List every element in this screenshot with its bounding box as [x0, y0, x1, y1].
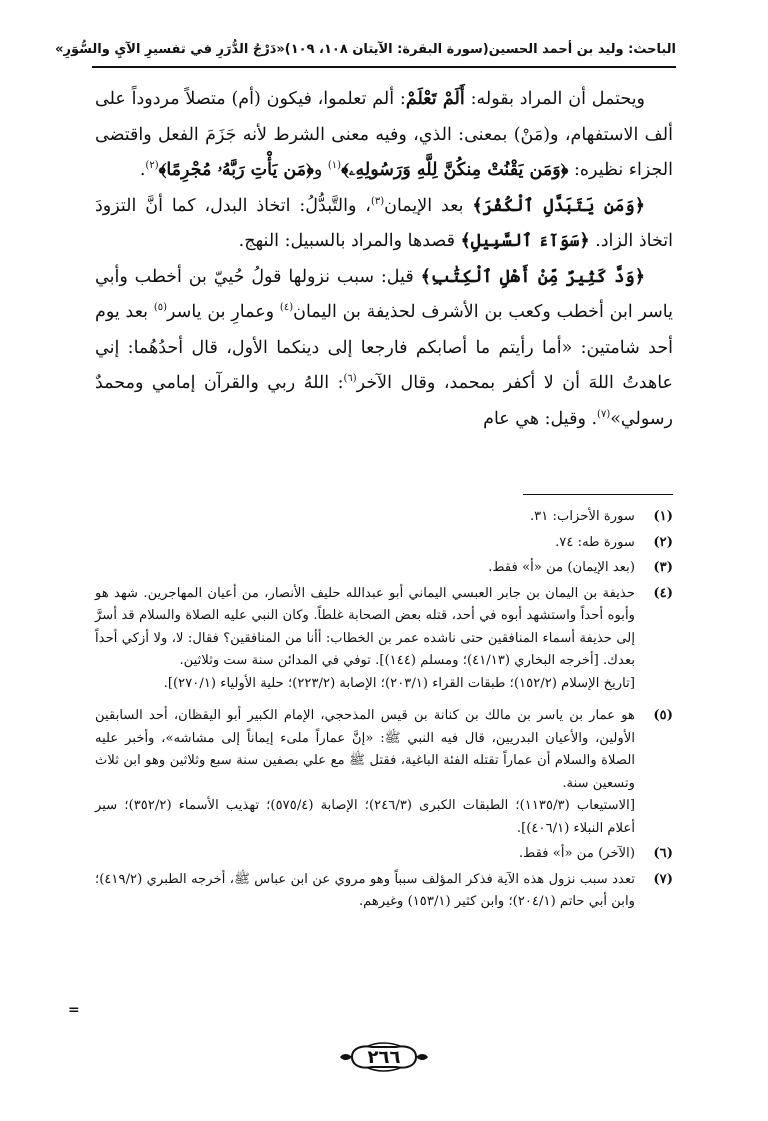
page-number-ornament [338, 1042, 430, 1072]
footnote-line: تعدد سبب نزول هذه الآية فذكر المؤلف سبباً وهو مروي عن ابن عباس ﷺ، أخرجه الطبري (٤١٩/٢)؛ وابن أبي حاتم (٢٠٤/١)؛ وابن كثير (١٥٣/١) وغيرهم. [95, 871, 635, 909]
footnotes [95, 506, 673, 917]
footnote-number: (٦) [653, 846, 673, 861]
main-text [95, 82, 673, 437]
footnote-line: سورة طه: ٧٤. [555, 534, 635, 550]
footnote [95, 557, 673, 580]
footnote [95, 532, 673, 555]
quran-verse: ﴿وَمَن يَتَبَدَّلِ ٱلْكُفْرَ﴾ [472, 195, 646, 216]
text-run: : ألم تعلموا، فيكون (أم) متصلاً مردوداً على ألف الاستفهام، و(مَنْ) بمعنى: الذي، وفيه معنى الشرط لأنه جَزَمَ الفعل واقتضى الجزاء نظيره: [95, 89, 673, 180]
text-run: وعمارِ بن ياسر [167, 302, 280, 322]
page-number: ٢٦٦ [367, 1046, 401, 1068]
quran-verse: ﴿وَمَن يَقْنُتْ مِنكُنَّ لِلَّهِ وَرَسُولِهِۦ﴾ [341, 160, 569, 180]
footnote-body [95, 843, 635, 866]
footnote-body [95, 557, 635, 580]
quran-verse: ﴿مَن يَأْتِ رَبَّهُۥ مُجْرِمًا﴾ [158, 160, 314, 180]
footnote [95, 506, 673, 529]
quran-verse: ﴿سَوَآءَ ٱلسَّبِيلِ﴾ [460, 231, 590, 251]
footnote [95, 843, 673, 866]
footnote-number: (٧) [653, 871, 673, 887]
footnote-ref: (٢) [145, 160, 159, 172]
footnote-ref: (٤) [279, 302, 294, 314]
footnote-ref: (١) [327, 160, 342, 172]
footnote [95, 705, 673, 840]
header-book-title: «دَرْجُ الدُّرَرِ في تفسيرِ الآيِ والسُّوَرِ» [55, 41, 285, 57]
footnote-line: حذيفة بن اليمان بن جابر العبسي اليماني أبو عبدالله حليف الأنصار، من أعيان المهاجرين. شهد هو وأبوه أحداً واستشهد أبوه في أحد، قتله بعض الصحابة غلطاً. وكان النبي عليه الصلاة والسلام قد أسرَّ إلى حذيفة أسماء المنافقين حتى ناشده عمر بن الخطاب: أأنا من المنافقين؟ فقال: لا، ولا أزكي أحداً بعدك. [أخرجه البخاري (٤١/١٣)؛ ومسلم (١٤٤)]. توفي في المدائن سنة ست وثلاثين. [95, 585, 635, 668]
quran-verse: ﴿وَدَّ كَثِيرٌ مِّنْ أَهْلِ ٱلْكِتَٰبِ﴾ [420, 266, 645, 287]
footnote-number: (٢) [653, 534, 673, 550]
footnote [95, 869, 673, 914]
footnote-ref: (٧) [597, 408, 611, 420]
text-run: قيل: سبب نزولها قولُ حُييّ بن أخطب وأبي ياسر ابن أخطب وكعب بن الأشرف لحذيفة بن اليمان [95, 266, 673, 322]
footnote-sources: [تاريخ الإسلام (١٥٢/٢)؛ طبقات القراء (٢٠٣/١)؛ الإصابة (٢٢٣/٢)؛ حلية الأولياء (٢٧٠/١)]. [163, 675, 635, 691]
footnote-line: سورة الأحزاب: ٣١. [529, 509, 635, 524]
header-surah-range: (سورة البقرة: الآيتان ١٠٨، ١٠٩) [284, 41, 489, 57]
paragraph-1 [95, 82, 673, 189]
footnote-line: هو عمار بن ياسر بن مالك بن كنانة بن قيس المذحجي، الإمام الكبير أبو اليقظان، أحد السابقين الأولين، والأعيان البدريين، قال فيه النبي ﷺ: «إنَّ عماراً ملىء إيماناً إلى مشاشه»، وأخبر عليه الصلاة والسلام أن عماراً تقتله الفئة الباغية، فقتل ﷺ مع علي بصفين سنة سبع وثلاثين وهو ابن ثلاث وتسعين سنة. [95, 708, 635, 791]
footnote-spacer [95, 698, 673, 705]
footnote-body [95, 869, 635, 914]
header-divider [92, 66, 676, 68]
text-run: ويحتمل أن المراد بقوله: [464, 89, 646, 109]
text-run: بعد الإيمان [384, 195, 473, 216]
paragraph-3 [95, 260, 673, 438]
footnote-number: (٣) [653, 560, 673, 575]
footnotes-divider [523, 494, 673, 495]
footnote [95, 583, 673, 696]
text-run: . وقيل: هي عام [483, 408, 598, 429]
text-run: . [139, 160, 146, 180]
text-run: ، والتَّبدُّلُ: اتخاذ البدل، كما أنَّ التزودَ اتخاذ الزاد. [95, 195, 673, 251]
paragraph-2 [95, 189, 673, 260]
text-run: و [313, 160, 328, 180]
footnote-body [95, 532, 635, 555]
footnote-ref: (٥) [153, 302, 168, 314]
footnote-body [95, 583, 635, 696]
footnote-number: (١) [653, 509, 673, 524]
quran-phrase: أَلَمْ تَعْلَمْ [405, 89, 465, 109]
continuation-mark: = [68, 1002, 80, 1018]
running-header [55, 36, 676, 62]
header-author: الباحث: وليد بن أحمد الحسين [488, 41, 676, 57]
text-run: : اللهُ ربي والقرآن إمامي ومحمدٌ رسولي» [95, 373, 673, 429]
footnote-ref: (٣) [370, 195, 385, 207]
footnote-number: (٤) [653, 585, 673, 601]
text-run: بعد يوم أحد شامتين: «أما رأيتم ما أصابكم فارجعا إلى دينكما الأول، قال أحدُهُما: إني عاهدتُ اللهَ أن لا أكفر بمحمد، وقال الآخر [95, 302, 673, 393]
footnote-line: (الآخر) من «أ» فقط. [518, 846, 635, 861]
footnote-number: (٥) [653, 708, 673, 723]
footnote-line: (بعد الإيمان) من «أ» فقط. [488, 560, 635, 575]
footnote-ref: (٦) [343, 373, 357, 385]
text-run: قصدها والمراد بالسبيل: النهج. [238, 231, 461, 251]
footnote-sources: [الاستيعاب (١١٣٥/٣)؛ الطبقات الكبرى (٢٤٦/٣)؛ الإصابة (٥٧٥/٤)؛ تهذيب الأسماء (٣٥٢/٢)؛ سير أعلام النبلاء (٤٠٦/١)]. [95, 798, 635, 836]
footnote-body [95, 506, 635, 529]
footnote-body [95, 705, 635, 840]
